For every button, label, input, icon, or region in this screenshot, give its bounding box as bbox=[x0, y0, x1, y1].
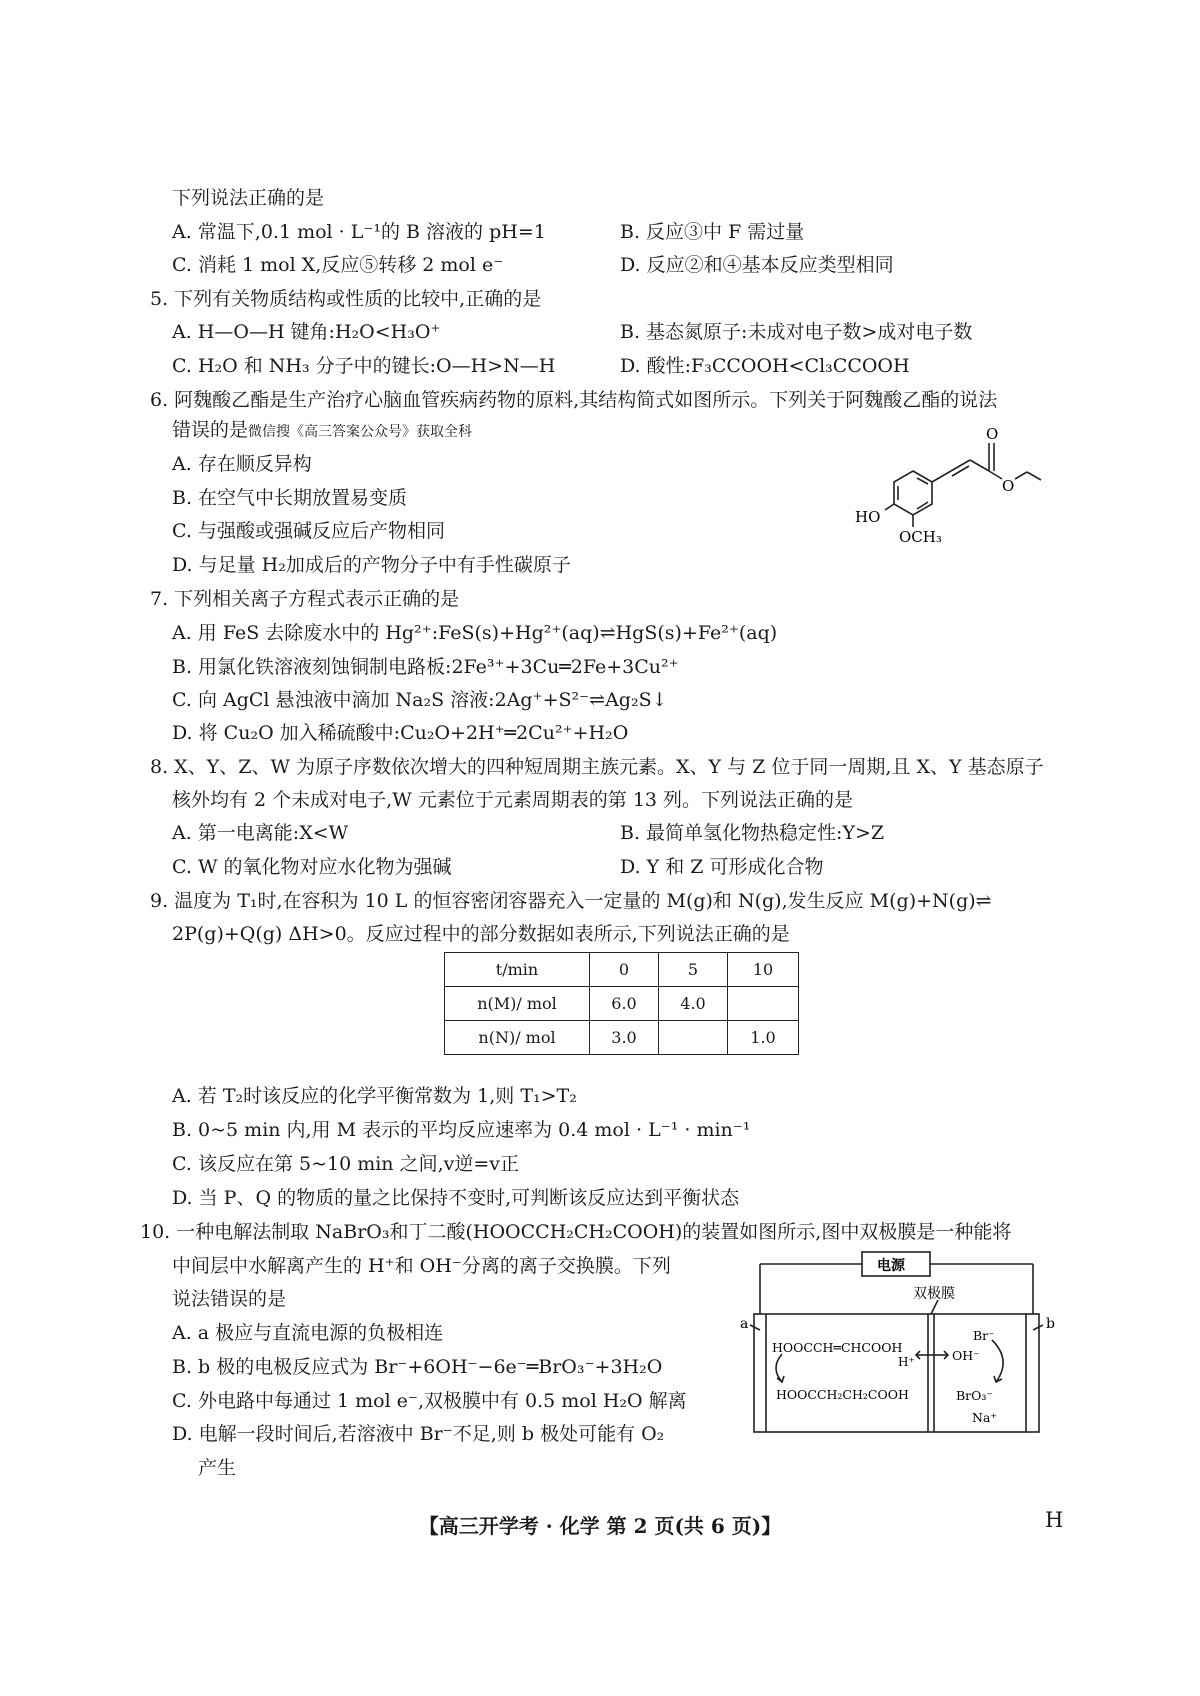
paper-code: H bbox=[1045, 1508, 1064, 1532]
table-cell: n(M)/ mol bbox=[445, 987, 590, 1021]
ethyl-ferulate-structure bbox=[855, 425, 1045, 555]
sodium-ion-label: Na⁺ bbox=[972, 1410, 997, 1425]
table-header-row bbox=[445, 953, 799, 987]
table-cell: 1.0 bbox=[728, 1021, 799, 1055]
q10-option-b: B. b 极的电极反应式为 Br⁻+6OH⁻−6e⁻═BrO₃⁻+3H₂O bbox=[172, 1356, 663, 1378]
q10-option-d-line1: D. 电解一段时间后,若溶液中 Br⁻不足,则 b 极处可能有 O₂ bbox=[172, 1423, 665, 1445]
q8-option-c: C. W 的氧化物对应水化物为强碱 bbox=[172, 856, 452, 878]
table-cell bbox=[728, 987, 799, 1021]
bromate-label: BrO₃⁻ bbox=[956, 1388, 994, 1403]
table-header-cell: t/min bbox=[445, 953, 590, 987]
q10-option-c: C. 外电路中每通过 1 mol e⁻,双极膜中有 0.5 mol H₂O 解离 bbox=[172, 1390, 687, 1412]
q10-stem-line2: 中间层中水解离产生的 H⁺和 OH⁻分离的离子交换膜。下列 bbox=[172, 1255, 671, 1277]
table-cell: 3.0 bbox=[590, 1021, 659, 1055]
q9-option-a: A. 若 T₂时该反应的化学平衡常数为 1,则 T₁>T₂ bbox=[172, 1085, 577, 1107]
table-cell: n(N)/ mol bbox=[445, 1021, 590, 1055]
q6-stem-line1: 6. 阿魏酸乙酯是生产治疗心脑血管疾病药物的原料,其结构简式如图所示。下列关于阿魏酸乙酯的说法 bbox=[150, 389, 998, 411]
q9-option-c: C. 该反应在第 5~10 min 之间,v逆=v正 bbox=[172, 1153, 520, 1175]
table-header-cell: 10 bbox=[728, 953, 799, 987]
proton-label: H⁺ bbox=[898, 1355, 915, 1369]
q8-option-a: A. 第一电离能:X<W bbox=[172, 822, 349, 844]
q5-option-d: D. 酸性:F₃CCOOH<Cl₃CCOOH bbox=[620, 355, 910, 377]
q8-option-b: B. 最简单氢化物热稳定性:Y>Z bbox=[620, 822, 885, 844]
q6-stem-tail: 错误的是 bbox=[172, 419, 249, 441]
q7-option-b: B. 用氯化铁溶液刻蚀铜制电路板:2Fe³⁺+3Cu═2Fe+3Cu²⁺ bbox=[172, 656, 679, 678]
table-cell: 6.0 bbox=[590, 987, 659, 1021]
electrolysis-cell-diagram bbox=[720, 1250, 1060, 1440]
q6-option-d: D. 与足量 H₂加成后的产物分子中有手性碳原子 bbox=[172, 554, 571, 576]
q9-data-table bbox=[444, 952, 799, 1055]
electrode-a-label: a bbox=[740, 1316, 749, 1332]
methoxy-label: OCH₃ bbox=[899, 528, 942, 546]
q6-watermark-note: 微信搜《高三答案公众号》获取全科 bbox=[248, 424, 473, 440]
bromide-label: Br⁻ bbox=[973, 1328, 995, 1343]
q4-option-c: C. 消耗 1 mol X,反应⑤转移 2 mol e⁻ bbox=[172, 254, 504, 276]
electrode-b-label: b bbox=[1046, 1316, 1055, 1332]
q10-option-a: A. a 极应与直流电源的负极相连 bbox=[172, 1322, 444, 1344]
table-cell: 4.0 bbox=[659, 987, 728, 1021]
hydroxide-label: OH⁻ bbox=[952, 1348, 980, 1363]
q5-option-a: A. H—O—H 键角:H₂O<H₃O⁺ bbox=[172, 321, 441, 343]
q8-stem-line2: 核外均有 2 个未成对电子,W 元素位于元素周期表的第 13 列。下列说法正确的是 bbox=[172, 789, 854, 811]
q8-option-d: D. Y 和 Z 可形成化合物 bbox=[620, 856, 824, 878]
q8-stem-line1: 8. X、Y、Z、W 为原子序数依次增大的四种短周期主族元素。X、Y 与 Z 位于同一周期,且 X、Y 基态原子 bbox=[150, 756, 1044, 778]
table-cell bbox=[659, 1021, 728, 1055]
q7-option-c: C. 向 AgCl 悬浊液中滴加 Na₂S 溶液:2Ag⁺+S²⁻⇌Ag₂S↓ bbox=[172, 689, 668, 711]
q6-option-a: A. 存在顺反异构 bbox=[172, 453, 312, 475]
q10-stem-line3: 说法错误的是 bbox=[172, 1288, 287, 1310]
page-footer: 【高三开学考 · 化学 第 2 页(共 6 页)】 bbox=[418, 1514, 782, 1538]
bipolar-membrane-label: 双极膜 bbox=[913, 1286, 955, 1302]
q4-option-d: D. 反应②和④基本反应类型相同 bbox=[620, 254, 894, 276]
table-header-cell: 0 bbox=[590, 953, 659, 987]
q4-option-b: B. 反应③中 F 需过量 bbox=[620, 221, 805, 243]
q9-option-b: B. 0~5 min 内,用 M 表示的平均反应速率为 0.4 mol · L⁻¹ · min⁻¹ bbox=[172, 1119, 751, 1141]
q4-option-a: A. 常温下,0.1 mol · L⁻¹的 B 溶液的 pH=1 bbox=[172, 221, 546, 243]
fumaric-acid-label: HOOCCH═CHCOOH bbox=[772, 1340, 903, 1355]
table-row bbox=[445, 1021, 799, 1055]
q10-stem-line1: 10. 一种电解法制取 NaBrO₃和丁二酸(HOOCCH₂CH₂COOH)的装置如图所示,图中双极膜是一种能将 bbox=[140, 1221, 1012, 1243]
q5-stem: 5. 下列有关物质结构或性质的比较中,正确的是 bbox=[150, 288, 542, 310]
hydroxy-label: HO bbox=[855, 508, 881, 526]
q7-option-d: D. 将 Cu₂O 加入稀硫酸中:Cu₂O+2H⁺═2Cu²⁺+H₂O bbox=[172, 722, 629, 744]
q9-stem-line1: 9. 温度为 T₁时,在容积为 10 L 的恒容密闭容器充入一定量的 M(g)和 N(g),发生反应 M(g)+N(g)⇌ bbox=[150, 890, 992, 912]
q4-stem: 下列说法正确的是 bbox=[172, 187, 325, 209]
ester-oxygen-label: O bbox=[1002, 477, 1015, 495]
q6-option-c: C. 与强酸或强碱反应后产物相同 bbox=[172, 520, 445, 542]
q7-option-a: A. 用 FeS 去除废水中的 Hg²⁺:FeS(s)+Hg²⁺(aq)⇌HgS(s)+Fe²⁺(aq) bbox=[172, 622, 778, 644]
power-supply-label: 电源 bbox=[877, 1258, 905, 1274]
succinic-acid-label: HOOCCH₂CH₂COOH bbox=[776, 1387, 909, 1402]
q6-stem-line2 bbox=[172, 418, 472, 444]
table-row bbox=[445, 987, 799, 1021]
q5-option-b: B. 基态氮原子:未成对电子数>成对电子数 bbox=[620, 321, 973, 343]
q6-option-b: B. 在空气中长期放置易变质 bbox=[172, 487, 408, 509]
q7-stem: 7. 下列相关离子方程式表示正确的是 bbox=[150, 588, 460, 610]
q5-option-c: C. H₂O 和 NH₃ 分子中的键长:O—H>N—H bbox=[172, 355, 556, 377]
q10-option-d-line2: 产生 bbox=[198, 1457, 237, 1479]
q9-option-d: D. 当 P、Q 的物质的量之比保持不变时,可判断该反应达到平衡状态 bbox=[172, 1187, 740, 1209]
q9-stem-line2: 2P(g)+Q(g) ΔH>0。反应过程中的部分数据如表所示,下列说法正确的是 bbox=[172, 923, 790, 945]
table-header-cell: 5 bbox=[659, 953, 728, 987]
carbonyl-oxygen-label: O bbox=[986, 425, 999, 443]
